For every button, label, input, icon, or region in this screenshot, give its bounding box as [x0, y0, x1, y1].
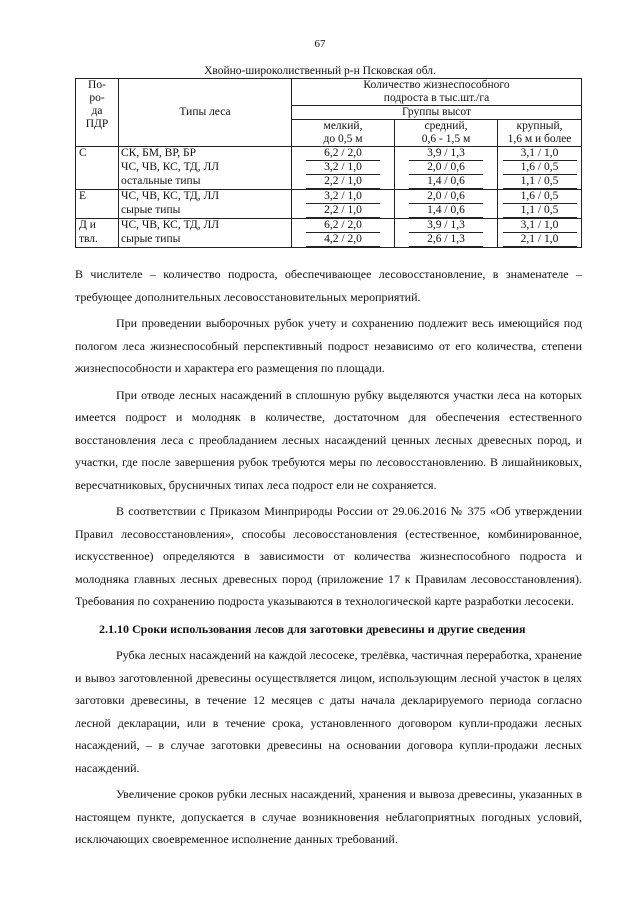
- cell-breed: [76, 161, 119, 175]
- paragraph: При отводе лесных насаждений в сплошную рубку выделяются участки леса на которых имеется подрост и молодняк в количестве, достаточном для обеспечения естественного восстановления леса с преобладанием лесных насаждений ценных лесных древесных пород, и участки, где после завершения рубок требуются меры по лесовосстановлению. В лишайниковых, вересчатниковых, брусничных типах леса подрост ели не сохраняется.: [75, 387, 582, 492]
- cell-medium: 2,6 / 1,3: [409, 233, 483, 247]
- header-medium: средний, 0,6 - 1,5 м: [395, 120, 498, 147]
- table-row: [76, 204, 582, 219]
- cell-large: 3,1 / 1,0: [503, 219, 577, 233]
- paragraph: В соответствии с Приказом Минприроды России от 29.06.2016 № 375 «Об утверждении Правил лесовосстановления», способы лесовосстановления (естественное, комбинированное, искусственное) определяются в зависимости от количества жизнеспособного подроста и молодняка главных лесных древесных пород (приложение 17 к Правилам лесовосстановления). Требования по сохранению подроста указываются в технологической карте разработки лесосеки.: [75, 504, 582, 608]
- header-large: крупный, 1,6 м и более: [498, 120, 582, 147]
- cell-large: 3,1 / 1,0: [503, 147, 577, 161]
- cell-type: ЧС, ЧВ, КС, ТД, ЛЛ: [119, 190, 292, 205]
- cell-breed: С: [76, 147, 119, 162]
- cell-breed: Е: [76, 190, 119, 205]
- table-caption: Хвойно-широколиственный р-н Псковская обл.: [204, 65, 436, 77]
- cell-small: 3,2 / 1,0: [306, 190, 380, 204]
- cell-type: СК, БМ, ВР, БР: [119, 147, 292, 162]
- table-note: В числителе – количество подроста, обеспечивающее лесовосстановление, в знаменателе – требующее дополнительных лесовосстановительных мероприятий.: [75, 267, 582, 304]
- cell-medium: 1,4 / 0,6: [409, 175, 483, 189]
- cell-breed: Д и: [76, 219, 119, 234]
- cell-large: 2,1 / 1,0: [503, 233, 577, 247]
- page-number: 67: [314, 38, 326, 50]
- cell-large: 1,6 / 0,5: [503, 161, 577, 175]
- cell-type: сырые типы: [119, 233, 292, 248]
- cell-medium: 2,0 / 0,6: [409, 161, 483, 175]
- cell-small: 6,2 / 2,0: [306, 219, 380, 233]
- table-row: [76, 147, 582, 162]
- cell-small: 3,2 / 1,0: [306, 161, 380, 175]
- table-row: [76, 190, 582, 205]
- table-row: [76, 161, 582, 175]
- body-text: [75, 263, 582, 851]
- section-heading: 2.1.10 Сроки использования лесов для заготовки древесины и другие сведения: [99, 621, 526, 636]
- cell-small: 2,2 / 1,0: [306, 204, 380, 218]
- table-row: [76, 233, 582, 248]
- cell-medium: 3,9 / 1,3: [409, 147, 483, 161]
- cell-large: 1,6 / 0,5: [503, 190, 577, 204]
- cell-breed: [76, 175, 119, 190]
- cell-small: 4,2 / 2,0: [306, 233, 380, 247]
- cell-type: ЧС, ЧВ, КС, ТД, ЛЛ: [119, 161, 292, 175]
- table-row: [76, 175, 582, 190]
- cell-breed: твл.: [76, 233, 119, 248]
- cell-type: сырые типы: [119, 204, 292, 219]
- cell-small: 6,2 / 2,0: [306, 147, 380, 161]
- header-small: мелкий, до 0,5 м: [292, 120, 395, 147]
- header-breed: По- ро- да ПДР: [76, 79, 119, 147]
- cell-large: 1,1 / 0,5: [503, 204, 577, 218]
- cell-type: остальные типы: [119, 175, 292, 190]
- paragraph: При проведении выборочных рубок учету и сохранению подлежит весь имеющийся под пологом леса жизнеспособный перспективный подрост независимо от его количества, степени жизнеспособности и характера его размещения по площади.: [75, 316, 582, 375]
- cell-small: 2,2 / 1,0: [306, 175, 380, 189]
- paragraph: Увеличение сроков рубки лесных насаждений, хранения и вывоза древесины, указанных в настоящем пункте, допускается в случае возникновения неблагоприятных погодных условий, исключающих своевременное исполнение данных требований.: [75, 787, 582, 846]
- header-quantity: Количество жизнеспособного подроста в тыс.шт./га: [292, 79, 582, 106]
- header-forest-type: Типы леса: [119, 79, 292, 147]
- regrowth-table: [75, 78, 582, 248]
- header-height-groups: Группы высот: [292, 106, 582, 120]
- cell-large: 1,1 / 0,5: [503, 175, 577, 189]
- cell-breed: [76, 204, 119, 219]
- cell-type: ЧС, ЧВ, КС, ТД, ЛЛ: [119, 219, 292, 234]
- table-row: [76, 219, 582, 234]
- paragraph: Рубка лесных насаждений на каждой лесосеке, трелёвка, частичная переработка, хранение и вывоз заготовленной древесины осуществляется лицом, использующим лесной участок в целях заготовки древесины, в течение 12 месяцев с даты начала декларируемого периода согласно лесной декларации, или в течение срока, установленного договором купли-продажи лесных насаждений, – в случае заготовки древесины на основании договора купли-продажи лесных насаждений.: [75, 648, 582, 775]
- cell-medium: 1,4 / 0,6: [409, 204, 483, 218]
- cell-medium: 2,0 / 0,6: [409, 190, 483, 204]
- cell-medium: 3,9 / 1,3: [409, 219, 483, 233]
